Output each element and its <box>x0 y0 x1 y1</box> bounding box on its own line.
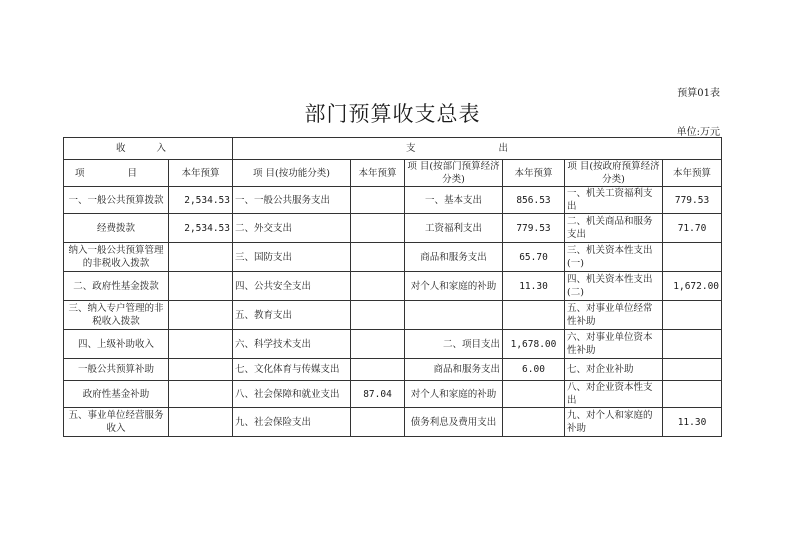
income-item: 三、纳入专户管理的非税收入拨款 <box>64 301 169 330</box>
dept-item: 债务利息及费用支出 <box>405 408 503 437</box>
table-row <box>64 243 722 272</box>
func-budget <box>351 272 405 301</box>
dept-item: 工资福利支出 <box>405 214 503 243</box>
func-budget <box>351 187 405 214</box>
col-dept-econ-budget: 本年预算 <box>503 160 565 187</box>
func-item: 五、教育支出 <box>233 301 351 330</box>
func-budget: 87.04 <box>351 381 405 408</box>
gov-budget <box>663 330 722 359</box>
func-budget <box>351 330 405 359</box>
gov-item: 八、对企业资本性支出 <box>565 381 663 408</box>
func-item: 四、公共安全支出 <box>233 272 351 301</box>
dept-budget: 856.53 <box>503 187 565 214</box>
gov-budget <box>663 243 722 272</box>
table-row <box>64 330 722 359</box>
gov-budget: 71.70 <box>663 214 722 243</box>
gov-item: 五、对事业单位经常性补助 <box>565 301 663 330</box>
table-row <box>64 214 722 243</box>
dept-budget: 11.30 <box>503 272 565 301</box>
gov-budget <box>663 381 722 408</box>
dept-item: 商品和服务支出 <box>405 359 503 381</box>
income-item: 经费拨款 <box>64 214 169 243</box>
budget-table <box>63 137 722 437</box>
dept-budget <box>503 381 565 408</box>
income-item: 二、政府性基金拨款 <box>64 272 169 301</box>
table-row <box>64 381 722 408</box>
table-row <box>64 408 722 437</box>
gov-budget: 1,672.00 <box>663 272 722 301</box>
income-item: 纳入一般公共预算管理的非税收入拨款 <box>64 243 169 272</box>
gov-budget: 779.53 <box>663 187 722 214</box>
dept-item: 二、项目支出 <box>405 330 503 359</box>
dept-budget: 6.00 <box>503 359 565 381</box>
table-row <box>64 301 722 330</box>
income-item: 四、上级补助收入 <box>64 330 169 359</box>
income-budget: 2,534.53 <box>169 214 233 243</box>
col-func-budget: 本年预算 <box>351 160 405 187</box>
func-item: 六、科学技术支出 <box>233 330 351 359</box>
gov-budget: 11.30 <box>663 408 722 437</box>
func-item: 八、社会保障和就业支出 <box>233 381 351 408</box>
func-item: 九、社会保险支出 <box>233 408 351 437</box>
func-item: 二、外交支出 <box>233 214 351 243</box>
income-budget <box>169 243 233 272</box>
income-item: 一、一般公共预算拨款 <box>64 187 169 214</box>
dept-budget: 65.70 <box>503 243 565 272</box>
page-title: 部门预算收支总表 <box>304 102 481 126</box>
func-budget <box>351 359 405 381</box>
func-item: 一、一般公共服务支出 <box>233 187 351 214</box>
gov-item: 三、机关资本性支出(一) <box>565 243 663 272</box>
dept-item: 一、基本支出 <box>405 187 503 214</box>
income-group-header: 收 入 <box>64 138 233 160</box>
col-gov-econ-budget: 本年预算 <box>663 160 722 187</box>
income-budget <box>169 330 233 359</box>
table-row <box>64 187 722 214</box>
col-gov-econ-item: 项 目(按政府预算经济分类) <box>565 160 663 187</box>
col-income-budget: 本年预算 <box>169 160 233 187</box>
gov-item: 六、对事业单位资本性补助 <box>565 330 663 359</box>
func-budget <box>351 301 405 330</box>
unit-label: 单位:万元 <box>676 127 720 138</box>
gov-budget <box>663 301 722 330</box>
expense-group-header: 支 出 <box>233 138 722 160</box>
income-budget <box>169 408 233 437</box>
dept-item: 对个人和家庭的补助 <box>405 381 503 408</box>
func-budget <box>351 243 405 272</box>
dept-budget: 779.53 <box>503 214 565 243</box>
gov-item: 四、机关资本性支出(二) <box>565 272 663 301</box>
income-item: 政府性基金补助 <box>64 381 169 408</box>
func-budget <box>351 408 405 437</box>
func-budget <box>351 214 405 243</box>
dept-budget <box>503 301 565 330</box>
col-func-item: 项 目(按功能分类) <box>233 160 351 187</box>
func-item: 三、国防支出 <box>233 243 351 272</box>
dept-item <box>405 301 503 330</box>
gov-item: 二、机关商品和服务支出 <box>565 214 663 243</box>
gov-item: 一、机关工资福利支出 <box>565 187 663 214</box>
form-number: 预算01表 <box>677 88 720 99</box>
income-budget: 2,534.53 <box>169 187 233 214</box>
gov-item: 七、对企业补助 <box>565 359 663 381</box>
income-item: 一般公共预算补助 <box>64 359 169 381</box>
table-row <box>64 272 722 301</box>
gov-item: 九、对个人和家庭的补助 <box>565 408 663 437</box>
gov-budget <box>663 359 722 381</box>
col-dept-econ-item: 项 目(按部门预算经济分类) <box>405 160 503 187</box>
dept-budget <box>503 408 565 437</box>
func-item: 七、文化体育与传媒支出 <box>233 359 351 381</box>
col-income-item: 项 目 <box>64 160 169 187</box>
dept-item: 对个人和家庭的补助 <box>405 272 503 301</box>
income-item: 五、事业单位经营服务收入 <box>64 408 169 437</box>
table-row <box>64 359 722 381</box>
income-budget <box>169 301 233 330</box>
income-budget <box>169 381 233 408</box>
income-budget <box>169 272 233 301</box>
dept-item: 商品和服务支出 <box>405 243 503 272</box>
income-budget <box>169 359 233 381</box>
dept-budget: 1,678.00 <box>503 330 565 359</box>
